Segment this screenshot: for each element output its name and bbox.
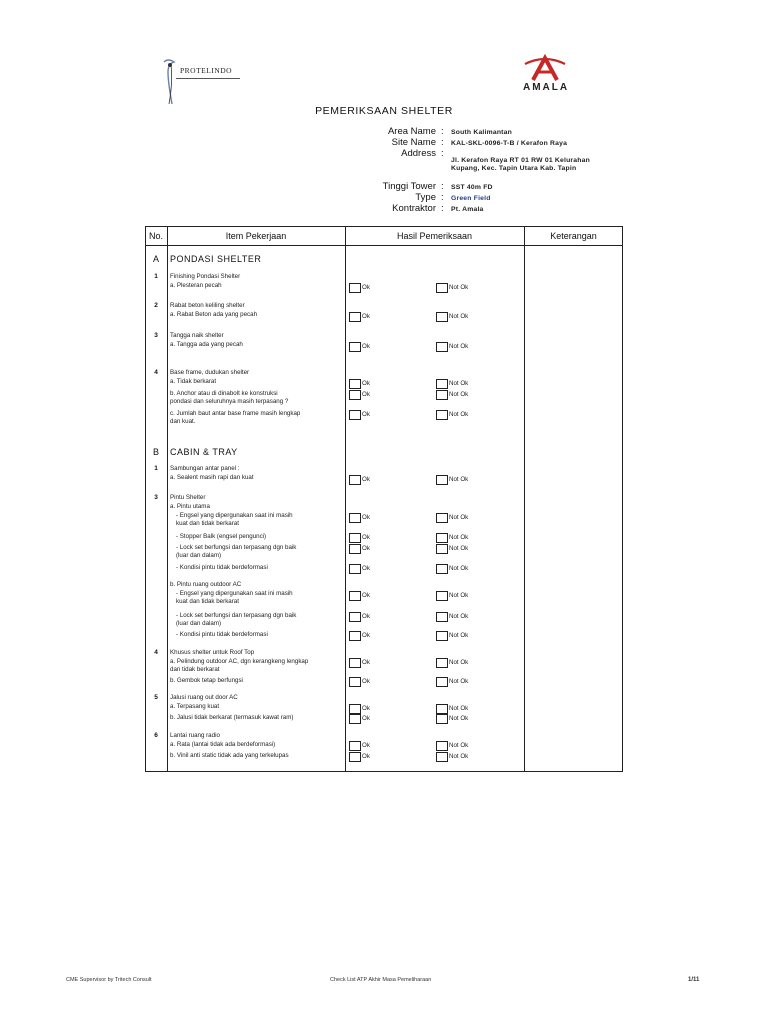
colon: :: [441, 203, 444, 214]
ok-checkbox[interactable]: [349, 513, 361, 523]
not-ok-checkbox[interactable]: [436, 544, 448, 554]
not-ok-checkbox[interactable]: [436, 513, 448, 523]
ok-label: Ok: [362, 742, 370, 749]
not-ok-label: Not Ok: [449, 592, 469, 599]
item-subpoint: - Lock set berfungsi dan terpasang dgn baik: [176, 544, 297, 551]
item-point: a. Sealent masih rapi dan kuat: [170, 474, 254, 481]
item-number: 5: [154, 694, 158, 701]
colon: :: [441, 192, 444, 203]
contractor-label: Kontraktor: [392, 203, 436, 214]
not-ok-checkbox[interactable]: [436, 752, 448, 762]
amala-wordmark: AMALA: [523, 82, 570, 93]
amala-logo: [515, 54, 585, 94]
not-ok-label: Not Ok: [449, 659, 469, 666]
ok-label: Ok: [362, 592, 370, 599]
section-title: PONDASI SHELTER: [170, 254, 262, 264]
ok-checkbox[interactable]: [349, 658, 361, 668]
item-title: Rabat beton keliling shelter: [170, 302, 245, 309]
header-no: No.: [148, 231, 163, 241]
site-label: Site Name: [391, 137, 436, 148]
ok-label: Ok: [362, 380, 370, 387]
ok-checkbox[interactable]: [349, 410, 361, 420]
ok-checkbox[interactable]: [349, 533, 361, 543]
not-ok-checkbox[interactable]: [436, 658, 448, 668]
site-value: KAL-SKL-0096-T-B / Kerafon Raya: [451, 140, 568, 147]
ok-checkbox[interactable]: [349, 390, 361, 400]
item-point: a. Pelindung outdoor AC, dgn kerangkeng lengkap: [170, 658, 309, 665]
column-divider: [524, 226, 525, 772]
not-ok-checkbox[interactable]: [436, 714, 448, 724]
not-ok-label: Not Ok: [449, 411, 469, 418]
area-label: Area Name: [387, 126, 436, 137]
ok-label: Ok: [362, 514, 370, 521]
address-label: Address: [401, 148, 436, 159]
item-subpoint-cont: kuat dan tidak berkarat: [176, 598, 239, 605]
type-value: Green Field: [451, 195, 491, 202]
item-point: a. Terpasang kuat: [170, 703, 220, 710]
ok-checkbox[interactable]: [349, 752, 361, 762]
item-number: 2: [154, 302, 158, 309]
ok-checkbox[interactable]: [349, 312, 361, 322]
header-result: Hasil Pemeriksaan: [396, 231, 473, 241]
not-ok-label: Not Ok: [449, 632, 469, 639]
ok-label: Ok: [362, 313, 370, 320]
amala-emblem-icon: [515, 54, 575, 84]
item-title: Khusus shelter untuk Roof Top: [170, 649, 255, 656]
item-point: a. Plesteran pecah: [170, 282, 222, 289]
not-ok-checkbox[interactable]: [436, 704, 448, 714]
ok-label: Ok: [362, 565, 370, 572]
item-point-cont: dan kuat.: [170, 418, 196, 425]
not-ok-label: Not Ok: [449, 313, 469, 320]
address-line-1: Jl. Kerafon Raya RT 01 RW 01 Kelurahan: [451, 157, 590, 164]
ok-checkbox[interactable]: [349, 283, 361, 293]
not-ok-label: Not Ok: [449, 678, 469, 685]
not-ok-checkbox[interactable]: [436, 564, 448, 574]
header-note: Keterangan: [550, 231, 597, 241]
tower-label: Tinggi Tower: [382, 181, 436, 192]
footer-center: Check List ATP Akhir Masa Pemeliharaan: [330, 977, 432, 983]
section-title: CABIN & TRAY: [170, 447, 238, 457]
not-ok-checkbox[interactable]: [436, 533, 448, 543]
item-point: a. Rata (lantai tidak ada berdeformasi): [170, 741, 276, 748]
item-subpoint-cont: (luar dan dalam): [176, 620, 222, 627]
tower-value: SST 40m FD: [451, 184, 493, 191]
ok-label: Ok: [362, 632, 370, 639]
section-letter: B: [153, 447, 160, 457]
not-ok-label: Not Ok: [449, 380, 469, 387]
item-point: a. Pintu utama: [170, 503, 210, 510]
item-point: a. Tidak berkarat: [170, 378, 217, 385]
item-number: 4: [154, 369, 158, 376]
not-ok-checkbox[interactable]: [436, 612, 448, 622]
item-number: 4: [154, 649, 158, 656]
ok-label: Ok: [362, 715, 370, 722]
item-subpoint: - Engsel yang dipergunakan saat ini masih: [176, 512, 293, 519]
item-number: 3: [154, 494, 158, 501]
item-subpoint: - Engsel yang dipergunakan saat ini masih: [176, 590, 293, 597]
page-title: PEMERIKSAAN SHELTER: [315, 105, 453, 117]
item-title: Sambungan antar panel :: [170, 465, 240, 472]
protelindo-logo: [158, 56, 248, 106]
ok-label: Ok: [362, 753, 370, 760]
ok-label: Ok: [362, 411, 370, 418]
item-point: b. Gembok tetap berfungsi: [170, 677, 243, 684]
not-ok-label: Not Ok: [449, 391, 469, 398]
footer-left: CME Supervisor by Tritech Consult: [66, 977, 152, 983]
not-ok-checkbox[interactable]: [436, 741, 448, 751]
not-ok-checkbox[interactable]: [436, 410, 448, 420]
ok-label: Ok: [362, 678, 370, 685]
item-number: 3: [154, 332, 158, 339]
ok-label: Ok: [362, 659, 370, 666]
not-ok-checkbox[interactable]: [436, 631, 448, 641]
not-ok-label: Not Ok: [449, 514, 469, 521]
item-number: 6: [154, 732, 158, 739]
contractor-value: Pt. Amala: [451, 206, 484, 213]
item-subpoint-cont: (luar dan dalam): [176, 552, 222, 559]
item-subpoint: - Lock set berfungsi dan terpasang dgn baik: [176, 612, 297, 619]
item-point-cont: dan tidak berkarat: [170, 666, 220, 673]
ok-checkbox[interactable]: [349, 677, 361, 687]
not-ok-label: Not Ok: [449, 613, 469, 620]
not-ok-label: Not Ok: [449, 705, 469, 712]
page-number: 1/11: [688, 977, 700, 983]
not-ok-checkbox[interactable]: [436, 475, 448, 485]
not-ok-label: Not Ok: [449, 742, 469, 749]
item-title: Base frame, dudukan shelter: [170, 369, 250, 376]
not-ok-checkbox[interactable]: [436, 283, 448, 293]
item-subpoint-cont: kuat dan tidak berkarat: [176, 520, 239, 527]
not-ok-label: Not Ok: [449, 715, 469, 722]
not-ok-label: Not Ok: [449, 545, 469, 552]
ok-label: Ok: [362, 391, 370, 398]
colon: :: [441, 137, 444, 148]
item-point: b. Vinil anti static tidak ada yang terkelupas: [170, 752, 289, 759]
item-title: Finishing Pondasi Shelter: [170, 273, 241, 280]
not-ok-checkbox[interactable]: [436, 342, 448, 352]
item-subpoint: - Kondisi pintu tidak berdeformasi: [176, 631, 268, 638]
ok-checkbox[interactable]: [349, 544, 361, 554]
not-ok-label: Not Ok: [449, 284, 469, 291]
colon: :: [441, 181, 444, 192]
ok-checkbox[interactable]: [349, 704, 361, 714]
ok-label: Ok: [362, 343, 370, 350]
item-point: b. Anchor atau di dinabolt ke konstruksi: [170, 390, 278, 397]
ok-label: Ok: [362, 476, 370, 483]
protelindo-wordmark: PROTELINDO: [180, 66, 233, 75]
item-title: Pintu Shelter: [170, 494, 206, 501]
ok-label: Ok: [362, 545, 370, 552]
ok-label: Ok: [362, 284, 370, 291]
not-ok-checkbox[interactable]: [436, 312, 448, 322]
ok-checkbox[interactable]: [349, 631, 361, 641]
not-ok-label: Not Ok: [449, 476, 469, 483]
not-ok-checkbox[interactable]: [436, 591, 448, 601]
colon: :: [441, 148, 444, 159]
column-divider: [345, 226, 346, 772]
item-point: a. Rabat Beton ada yang pecah: [170, 311, 258, 318]
item-point: b. Pintu ruang outdoor AC: [170, 581, 242, 588]
item-title: Tangga naik shelter: [170, 332, 224, 339]
ok-checkbox[interactable]: [349, 714, 361, 724]
item-point-cont: pondasi dan seluruhnya masih terpasang ?: [170, 398, 289, 405]
ok-checkbox[interactable]: [349, 741, 361, 751]
ok-label: Ok: [362, 705, 370, 712]
tower-icon: [158, 56, 188, 106]
item-subpoint: - Kondisi pintu tidak berdeformasi: [176, 564, 268, 571]
not-ok-label: Not Ok: [449, 565, 469, 572]
item-number: 1: [154, 465, 158, 472]
item-title: Lantai ruang radio: [170, 732, 220, 739]
section-letter: A: [153, 254, 160, 264]
item-title: Jalusi ruang out door AC: [170, 694, 238, 701]
header-item: Item Pekerjaan: [225, 231, 287, 241]
ok-checkbox[interactable]: [349, 612, 361, 622]
item-point: b. Jalusi tidak berkarat (termasuk kawat ram): [170, 714, 294, 721]
address-line-2: Kupang, Kec. Tapin Utara Kab. Tapin: [451, 165, 577, 172]
not-ok-label: Not Ok: [449, 753, 469, 760]
ok-checkbox[interactable]: [349, 591, 361, 601]
ok-label: Ok: [362, 534, 370, 541]
not-ok-label: Not Ok: [449, 343, 469, 350]
column-divider: [167, 226, 168, 772]
type-label: Type: [415, 192, 436, 203]
colon: :: [441, 126, 444, 137]
not-ok-checkbox[interactable]: [436, 390, 448, 400]
logo-divider: [176, 78, 240, 79]
not-ok-checkbox[interactable]: [436, 379, 448, 389]
ok-label: Ok: [362, 613, 370, 620]
not-ok-label: Not Ok: [449, 534, 469, 541]
ok-checkbox[interactable]: [349, 342, 361, 352]
item-point: c. Jumlah baut antar base frame masih lengkap: [170, 410, 301, 417]
ok-checkbox[interactable]: [349, 475, 361, 485]
item-number: 1: [154, 273, 158, 280]
item-subpoint: - Stopper Balk (engsel pengunci): [176, 533, 267, 540]
ok-checkbox[interactable]: [349, 379, 361, 389]
ok-checkbox[interactable]: [349, 564, 361, 574]
area-value: South Kalimantan: [451, 129, 512, 136]
item-point: a. Tangga ada yang pecah: [170, 341, 243, 348]
not-ok-checkbox[interactable]: [436, 677, 448, 687]
